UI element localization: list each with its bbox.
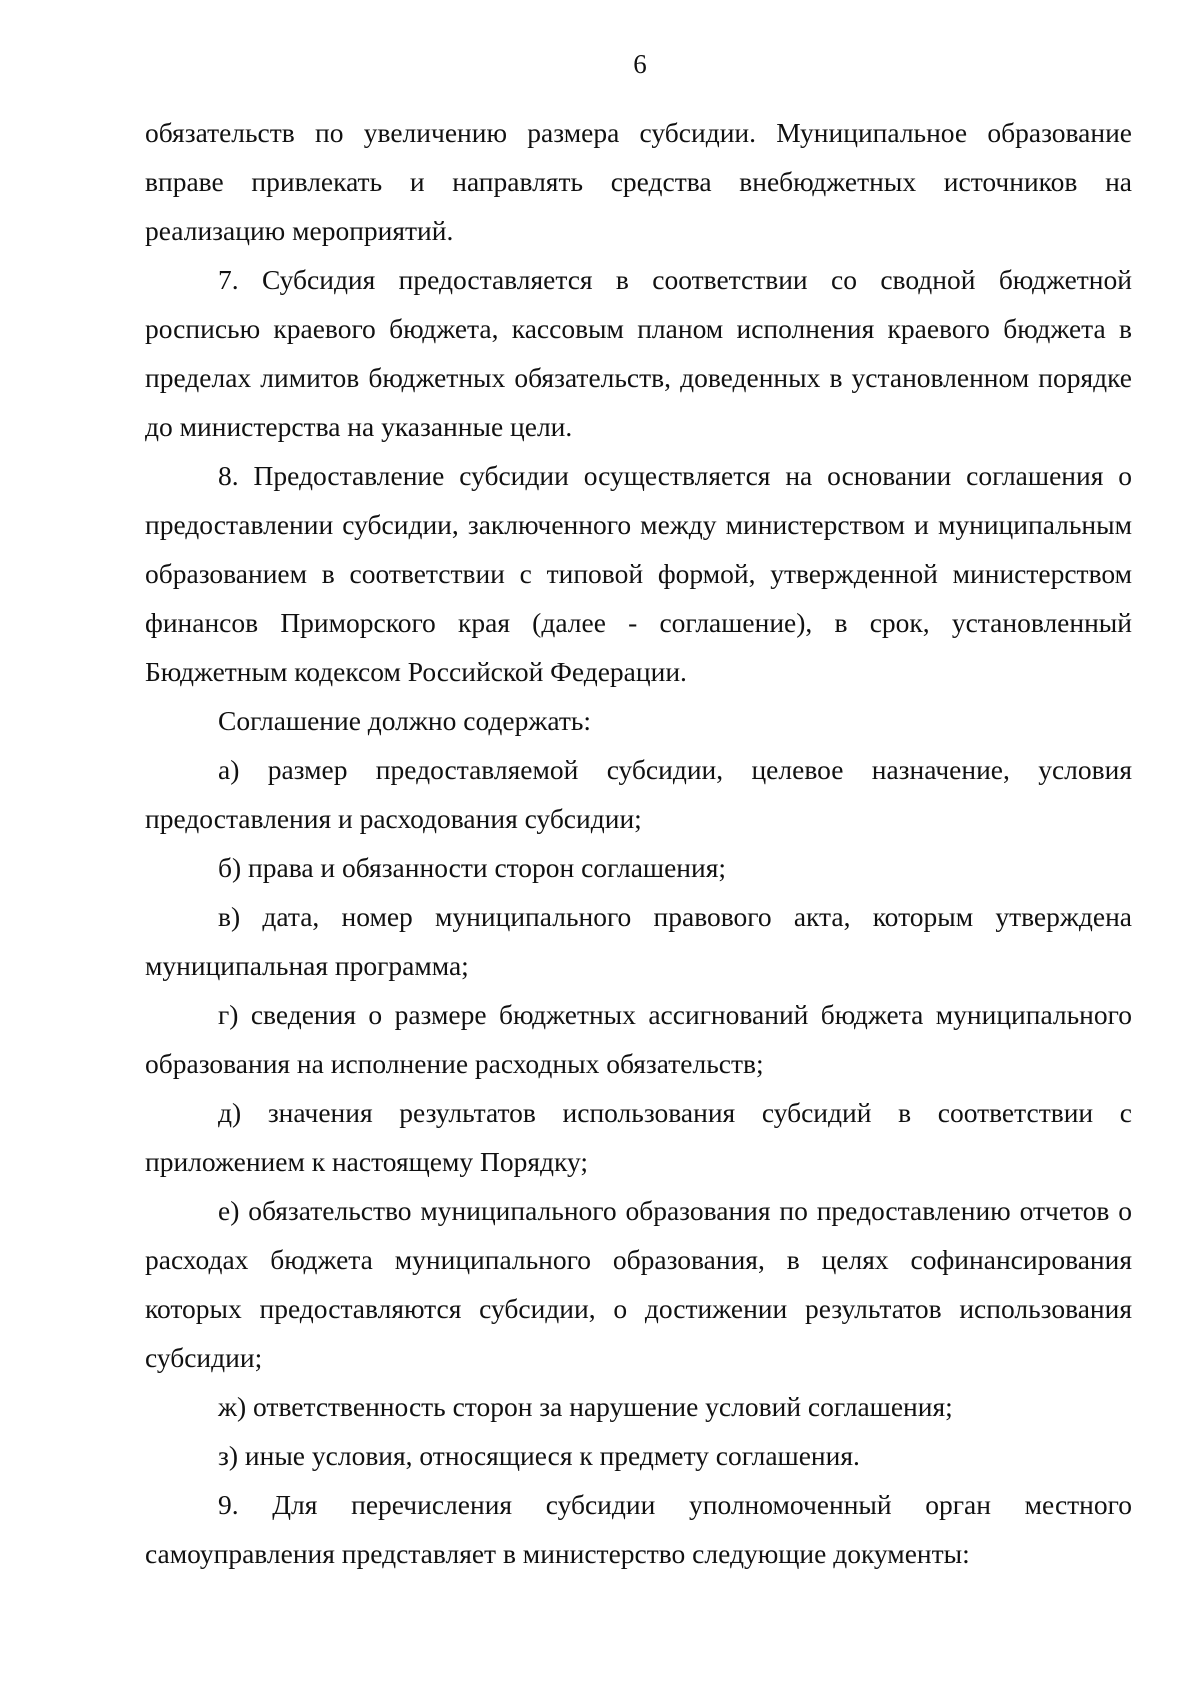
paragraph-continuation: обязательств по увеличению размера субсидии. Муниципальное образование вправе привлекать и направлять средства внебюджетных источников на реализацию мероприятий. bbox=[145, 117, 1132, 246]
paragraph-subitem-z: з) иные условия, относящиеся к предмету соглашения. bbox=[218, 1440, 860, 1471]
paragraph-agreement-intro: Соглашение должно содержать: bbox=[218, 705, 592, 736]
document-body bbox=[145, 108, 1132, 1578]
paragraph-subitem-d: д) значения результатов использования субсидий в соответствии с приложением к настоящему Порядку; bbox=[145, 1097, 1132, 1177]
paragraph-subitem-zh: ж) ответственность сторон за нарушение условий соглашения; bbox=[218, 1391, 953, 1422]
paragraph-subitem-v: в) дата, номер муниципального правового акта, которым утверждена муниципальная программа; bbox=[145, 901, 1132, 981]
paragraph-item-8: 8. Предоставление субсидии осуществляется на основании соглашения о предоставлении субсидии, заключенного между министерством и муниципальным образованием в соответствии с типовой формой, утвержденной министерством финансов Приморского края (далее - соглашение), в срок, установленный Бюджетным кодексом Российской Федерации. bbox=[145, 460, 1132, 687]
paragraph-item-7: 7. Субсидия предоставляется в соответствии со сводной бюджетной росписью краевого бюджета, кассовым планом исполнения краевого бюджета в пределах лимитов бюджетных обязательств, доведенных в установленном порядке до министерства на указанные цели. bbox=[145, 264, 1132, 442]
paragraph-subitem-e: е) обязательство муниципального образования по предоставлению отчетов о расходах бюджета муниципального образования, в целях софинансирования которых предоставляются субсидии, о достижении результатов использования субсидии; bbox=[145, 1195, 1132, 1373]
paragraph-subitem-g: г) сведения о размере бюджетных ассигнований бюджета муниципального образования на исполнение расходных обязательств; bbox=[145, 999, 1132, 1079]
paragraph-subitem-a: а) размер предоставляемой субсидии, целевое назначение, условия предоставления и расходования субсидии; bbox=[145, 754, 1132, 834]
page-number: 6 bbox=[633, 49, 647, 79]
paragraph-subitem-b: б) права и обязанности сторон соглашения; bbox=[218, 852, 727, 883]
paragraph-item-9: 9. Для перечисления субсидии уполномоченный орган местного самоуправления представляет в министерство следующие документы: bbox=[145, 1489, 1132, 1569]
